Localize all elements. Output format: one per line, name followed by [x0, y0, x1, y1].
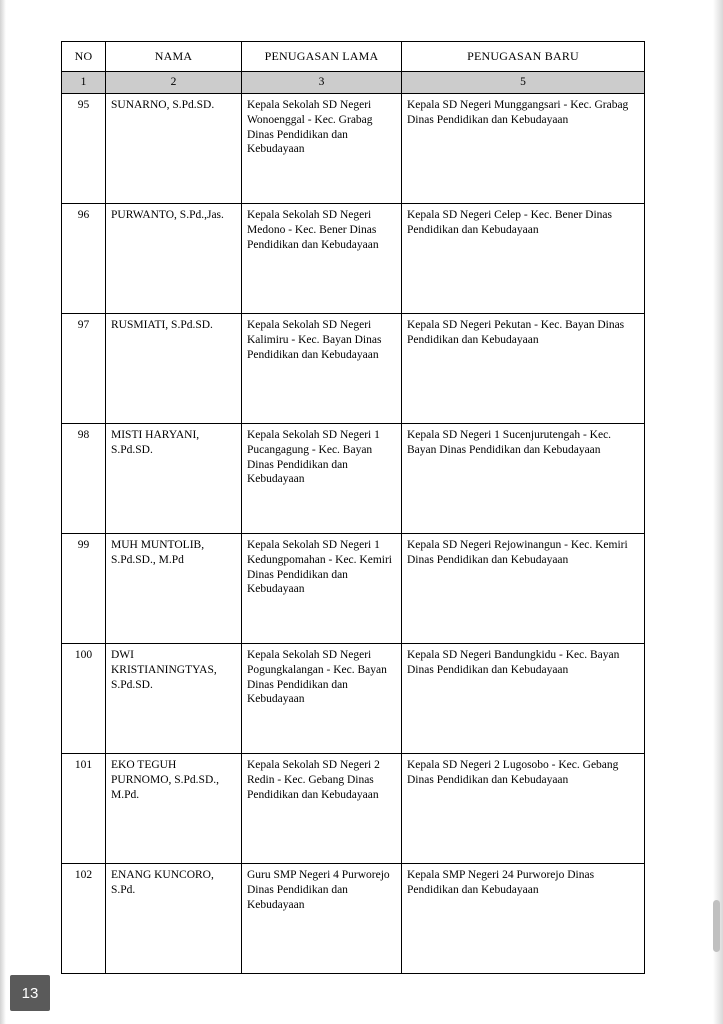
cell-penugasan-baru: Kepala SD Negeri 1 Sucenjurutengah - Kec. Bayan Dinas Pendidikan dan Kebudayaan — [402, 424, 645, 534]
cell-no: 102 — [62, 864, 106, 974]
cell-penugasan-lama: Kepala Sekolah SD Negeri Medono - Kec. Bener Dinas Pendidikan dan Kebudayaan — [242, 204, 402, 314]
cell-penugasan-baru: Kepala SD Negeri 2 Lugosobo - Kec. Gebang Dinas Pendidikan dan Kebudayaan — [402, 754, 645, 864]
cell-penugasan-lama: Kepala Sekolah SD Negeri Kalimiru - Kec. Bayan Dinas Pendidikan dan Kebudayaan — [242, 314, 402, 424]
table-row — [62, 314, 645, 424]
cell-penugasan-lama: Guru SMP Negeri 4 Purworejo Dinas Pendidikan dan Kebudayaan — [242, 864, 402, 974]
cell-penugasan-baru: Kepala SD Negeri Celep - Kec. Bener Dinas Pendidikan dan Kebudayaan — [402, 204, 645, 314]
cell-nama: RUSMIATI, S.Pd.SD. — [106, 314, 242, 424]
header-penugasan-lama: PENUGASAN LAMA — [242, 42, 402, 72]
cell-penugasan-lama: Kepala Sekolah SD Negeri 1 Pucangagung - Kec. Bayan Dinas Pendidikan dan Kebudayaan — [242, 424, 402, 534]
table-header — [62, 42, 645, 94]
cell-nama: MUH MUNTOLIB, S.Pd.SD., M.Pd — [106, 534, 242, 644]
table-row — [62, 424, 645, 534]
cell-no: 100 — [62, 644, 106, 754]
cell-no: 97 — [62, 314, 106, 424]
cell-penugasan-baru: Kepala SD Negeri Bandungkidu - Kec. Bayan Dinas Pendidikan dan Kebudayaan — [402, 644, 645, 754]
colnum-5: 5 — [402, 72, 645, 94]
cell-penugasan-lama: Kepala Sekolah SD Negeri Wonoenggal - Kec. Grabag Dinas Pendidikan dan Kebudayaan — [242, 94, 402, 204]
cell-penugasan-lama: Kepala Sekolah SD Negeri Pogungkalangan - Kec. Bayan Dinas Pendidikan dan Kebudayaan — [242, 644, 402, 754]
table-body — [62, 94, 645, 974]
scrollbar-thumb[interactable] — [713, 900, 720, 952]
cell-nama: DWI KRISTIANINGTYAS, S.Pd.SD. — [106, 644, 242, 754]
cell-nama: MISTI HARYANI, S.Pd.SD. — [106, 424, 242, 534]
cell-penugasan-lama: Kepala Sekolah SD Negeri 1 Kedungpomahan - Kec. Kemiri Dinas Pendidikan dan Kebudayaan — [242, 534, 402, 644]
cell-nama: SUNARNO, S.Pd.SD. — [106, 94, 242, 204]
header-nama: NAMA — [106, 42, 242, 72]
cell-no: 98 — [62, 424, 106, 534]
cell-no: 95 — [62, 94, 106, 204]
cell-penugasan-baru: Kepala SMP Negeri 24 Purworejo Dinas Pendidikan dan Kebudayaan — [402, 864, 645, 974]
column-number-row — [62, 72, 645, 94]
page-number-badge: 13 — [10, 975, 50, 1011]
table-row — [62, 204, 645, 314]
assignment-table — [61, 41, 645, 974]
page-right-shadow — [713, 0, 723, 1024]
colnum-1: 1 — [62, 72, 106, 94]
cell-penugasan-baru: Kepala SD Negeri Munggangsari - Kec. Grabag Dinas Pendidikan dan Kebudayaan — [402, 94, 645, 204]
header-penugasan-baru: PENUGASAN BARU — [402, 42, 645, 72]
cell-no: 101 — [62, 754, 106, 864]
cell-nama: PURWANTO, S.Pd.,Jas. — [106, 204, 242, 314]
colnum-3: 3 — [242, 72, 402, 94]
table-row — [62, 94, 645, 204]
cell-penugasan-baru: Kepala SD Negeri Rejowinangun - Kec. Kemiri Dinas Pendidikan dan Kebudayaan — [402, 534, 645, 644]
colnum-2: 2 — [106, 72, 242, 94]
table-row — [62, 754, 645, 864]
cell-no: 99 — [62, 534, 106, 644]
page-left-shadow — [0, 0, 6, 1024]
cell-nama: EKO TEGUH PURNOMO, S.Pd.SD., M.Pd. — [106, 754, 242, 864]
cell-penugasan-baru: Kepala SD Negeri Pekutan - Kec. Bayan Dinas Pendidikan dan Kebudayaan — [402, 314, 645, 424]
cell-nama: ENANG KUNCORO, S.Pd. — [106, 864, 242, 974]
table-row — [62, 864, 645, 974]
header-row — [62, 42, 645, 72]
cell-penugasan-lama: Kepala Sekolah SD Negeri 2 Redin - Kec. Gebang Dinas Pendidikan dan Kebudayaan — [242, 754, 402, 864]
header-no: NO — [62, 42, 106, 72]
cell-no: 96 — [62, 204, 106, 314]
table-row — [62, 534, 645, 644]
table-row — [62, 644, 645, 754]
